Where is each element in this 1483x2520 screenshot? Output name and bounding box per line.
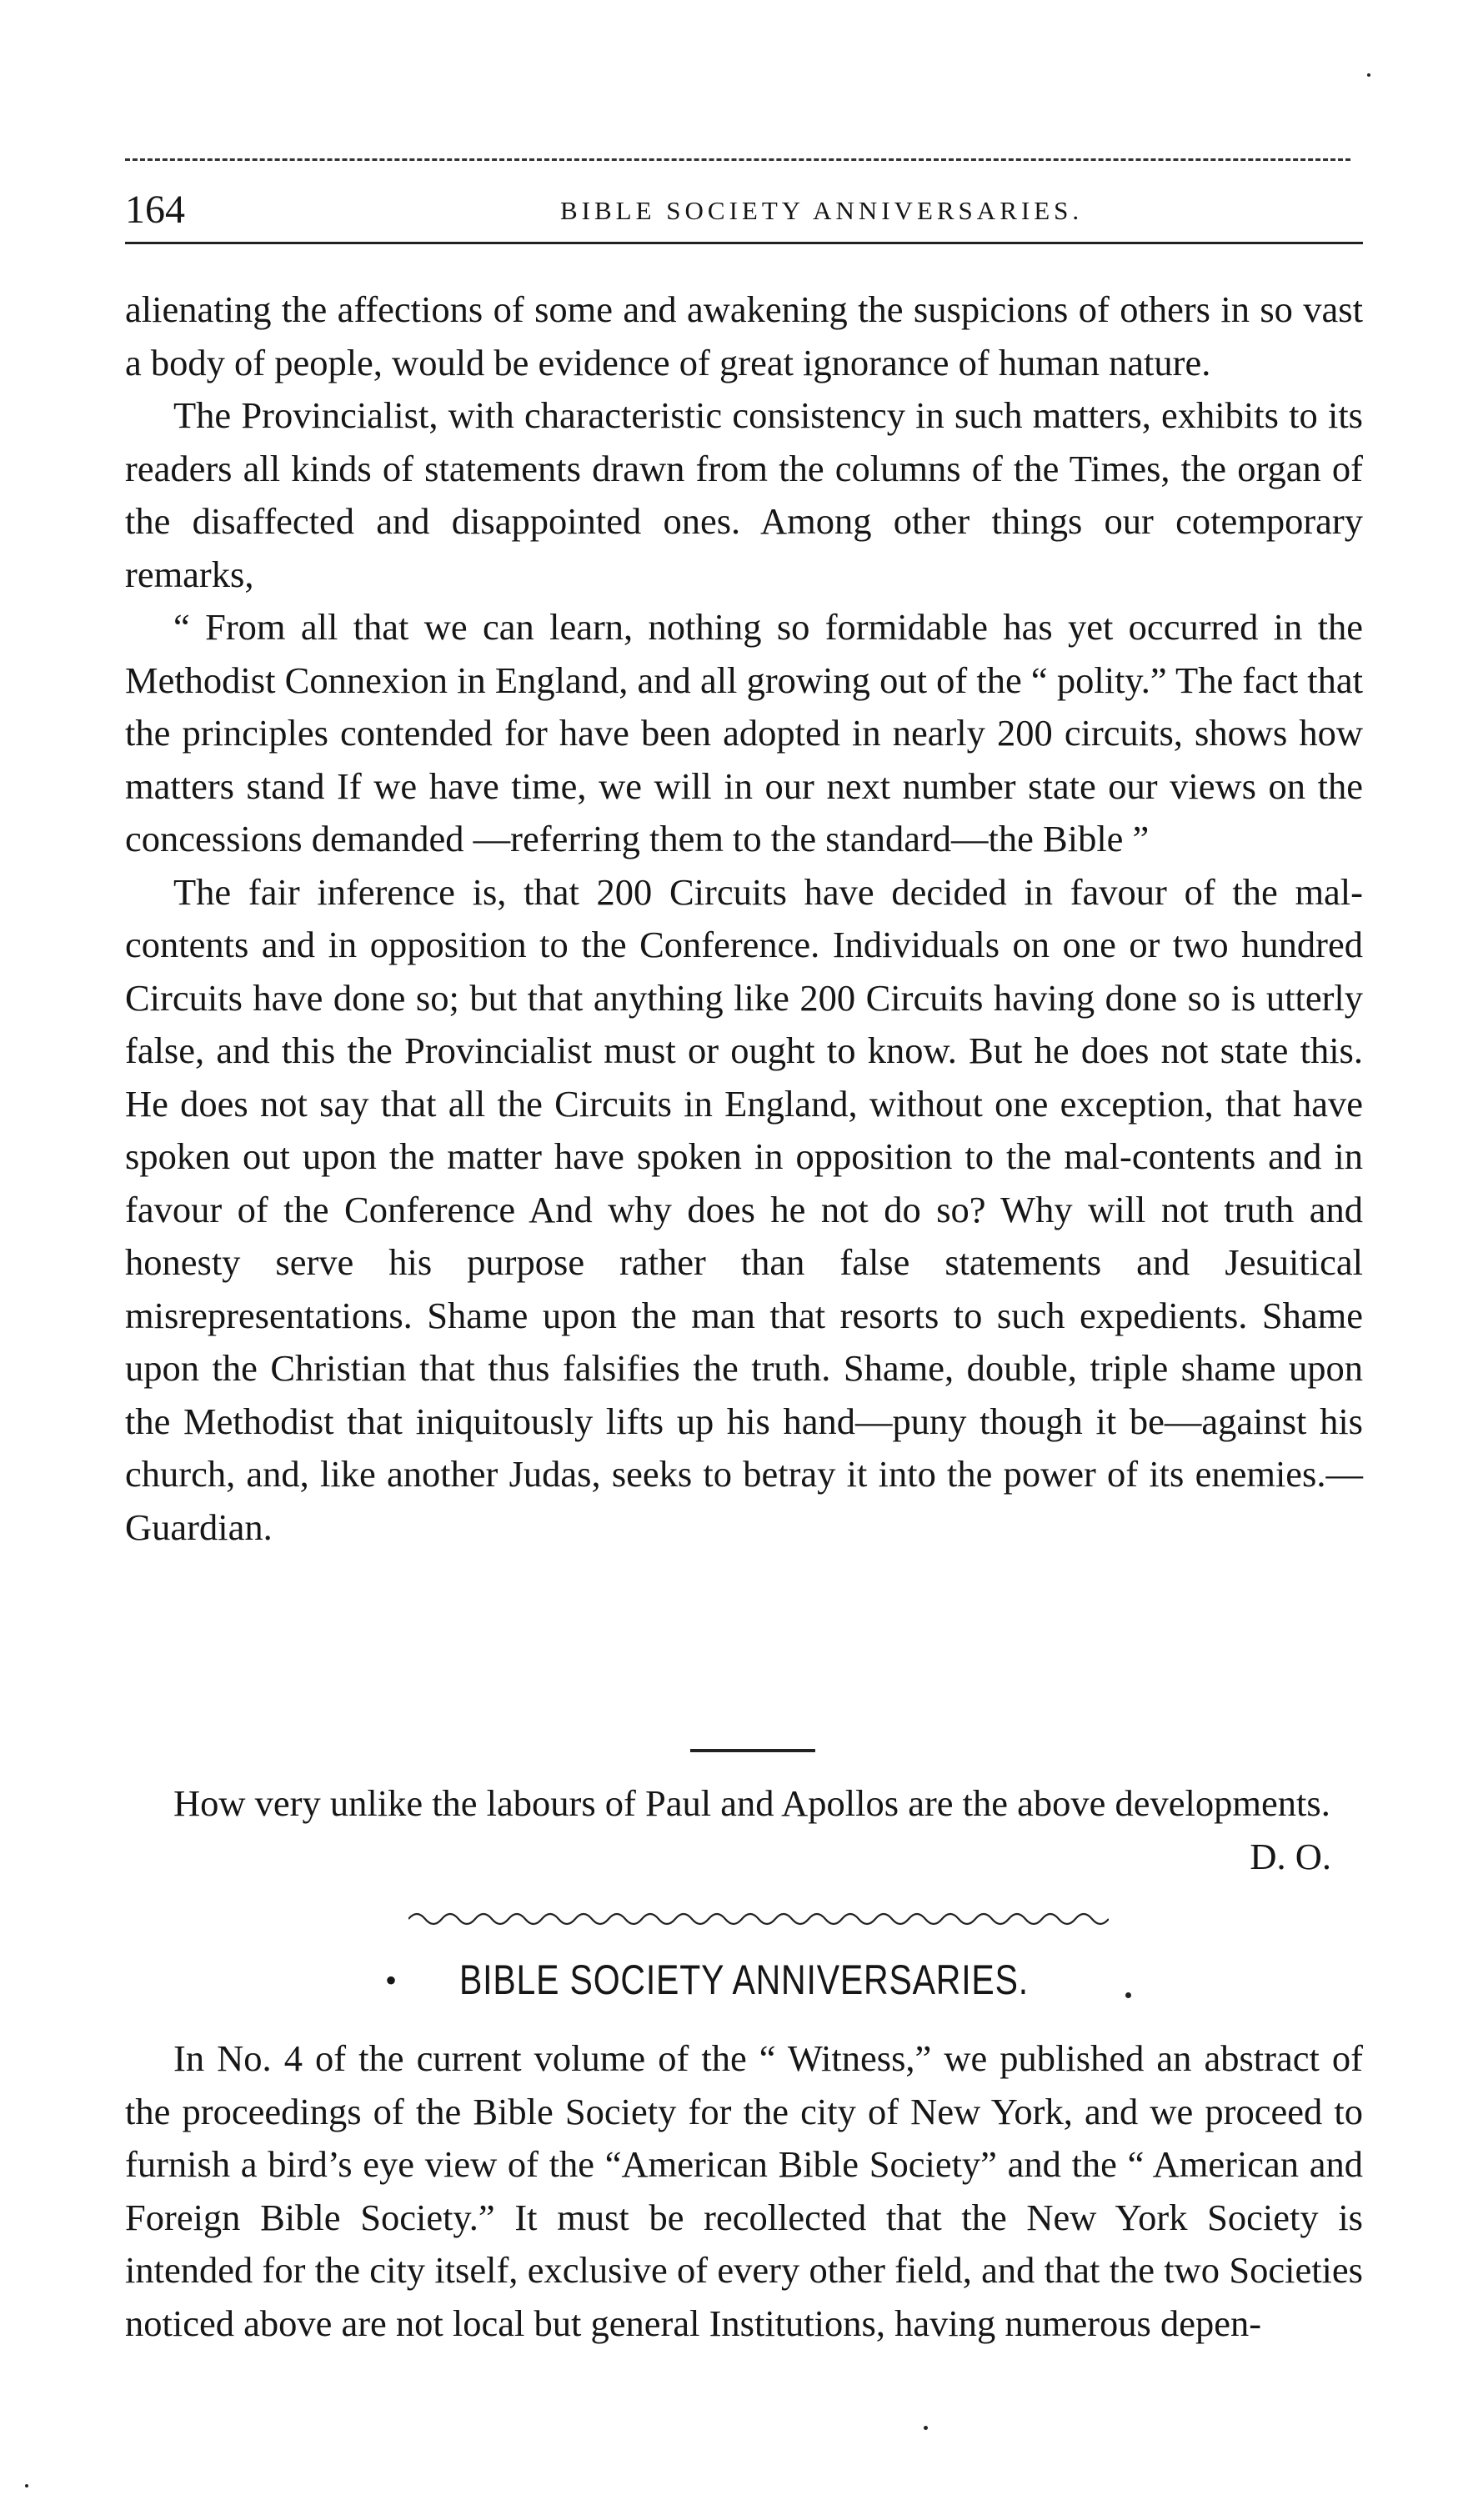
running-head [125,185,1363,235]
section-rule [690,1749,815,1752]
editor-note [125,1777,1363,1883]
article-paragraph: The fair inference is, that 200 Circuits have decided in favour of the mal-contents and in opposition to the Conference. Individuals on one or two hundred Circuits have done so; but that anything like 200 Circuits having done so is utterly false, and this the Provincialist must or ought to know. But he does not state this. He does not say that all the Circuits in England, without one exception, that have spoken out upon the matter have spoken in opposition to the mal-contents and in favour of the Conference And why does he not do so? Why will not truth and honesty serve his purpose rather than false statements and Jesuitical misrepresentations. Shame upon the man that resorts to such expedients. Shame upon the Christian that thus falsifies the truth. Shame, double, triple shame upon the Methodist that iniquitously lifts up his hand—puny though it be—against his church, and, like another Judas, seeks to betray it into the power of its enemies.— Guardian. [125,870,1363,1548]
article-quote: “ From all that we can learn, nothing so formidable has yet occurred in the Methodist Connexion in England, and all growing out of the “ polity.” The fact that the principles contended for have been adopted in nearly 200 circuits, shows how matters stand If we have time, we will in our next number state our views on the concessions demanded —referring them to the standard—the Bible ” [125,606,1363,859]
scan-speck [25,2484,28,2487]
signature-line [125,1831,1363,1884]
article-body [125,283,1363,1554]
heading-bullet: • [385,1961,398,1999]
top-rule [125,158,1350,161]
note-text: How very unlike the labours of Paul and Apollos are the above developments. [173,1782,1330,1824]
scan-speck [924,2426,928,2430]
section-body [125,2032,1363,2350]
article-paragraph: The Provincialist, with characteristic consistency in such matters, exhibits to its readers all kinds of statements drawn from the columns of the Times, the organ of the disaffected and disappointed ones. Among other things our cotemporary remarks, [125,394,1363,595]
page-number: 164 [125,188,185,232]
running-title: BIBLE SOCIETY ANNIVERSARIES. [560,196,1084,225]
section-paragraph: In No. 4 of the current volume of the “ Witness,” we published an abstract of the proceedings of the Bible Society for the city of New York, and we proceed to furnish a bird’s eye view of the “American Bible Society” and the “ American and Foreign Bible Society.” It must be recollected that the New York Society is intended for the city itself, exclusive of every other field, and that the two Societies noticed above are not local but general Institutions, having numerous depen- [125,2037,1363,2344]
signature: D. O. [1250,1835,1331,1877]
header-rule [125,242,1363,244]
wavy-divider [408,1909,1109,1929]
article-paragraph: alienating the affections of some and awakening the suspicions of others in so vast a body of people, would be evidence of great ignorance of human nature. [125,288,1363,383]
scan-speck [1367,73,1370,77]
section-heading: BIBLE SOCIETY ANNIVERSARIES. [458,1956,1029,2003]
scan-speck [1125,1992,1131,1998]
